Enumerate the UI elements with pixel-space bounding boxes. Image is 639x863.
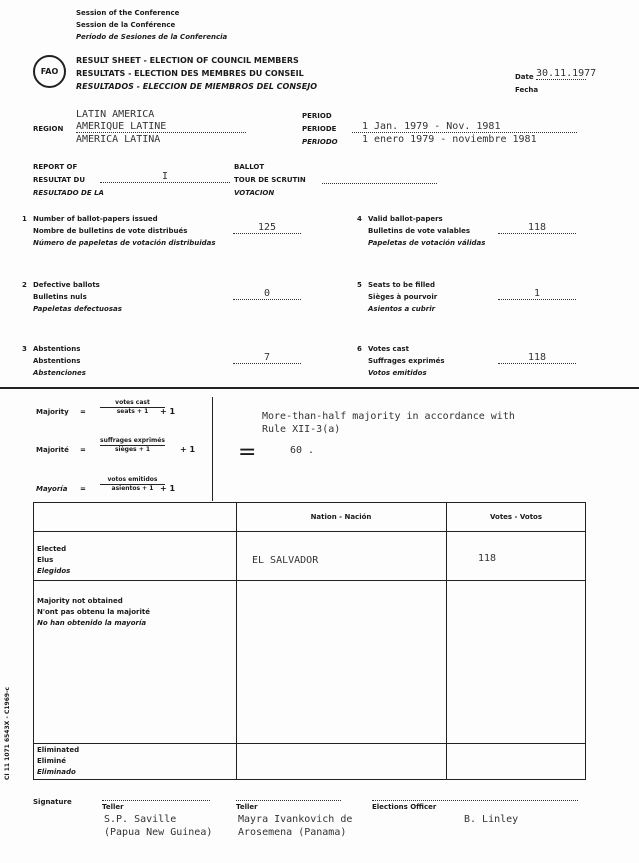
report-label-en: REPORT OF [33,163,78,171]
item-label: Valid ballot-papers [368,215,443,223]
plus-one: + 1 [160,407,176,416]
row-label: Elus [37,556,54,564]
period-value: 1 Jan. 1979 - Nov. 1981 [352,121,577,133]
session-es: Período de Sesiones de la Conferencia [76,33,228,41]
row-nation: EL SALVADOR [252,555,319,566]
row-divider [33,743,586,744]
denominator: asientos + 1 [111,485,154,492]
item-label: Defective ballots [33,281,100,289]
teller2-country: Arosemena (Panama) [238,827,347,838]
row-divider [33,531,586,532]
date-value: 30.11.1977 [536,68,597,79]
teller1-line [102,800,210,801]
majority-label: Mayoría [36,485,68,493]
ballot-label-en: BALLOT [234,163,265,171]
teller2-name: Mayra Ivankovich de [238,814,353,825]
item-label: Seats to be filled [368,281,435,289]
item-label: Abstenciones [33,369,86,377]
ballot-value [322,171,437,184]
results-table [33,502,586,780]
report-label-es: RESULTADO DE LA [33,189,104,197]
ballot-label-es: VOTACION [234,189,275,197]
item-value: 118 [498,352,576,364]
item-number: 1 [22,215,27,223]
date-label: Date [515,73,534,81]
session-en: Session of the Conference [76,9,180,17]
majority-value: 60 . [290,445,315,456]
numerator: votes cast [100,399,165,408]
item-label: Número de papeletas de votación distribuidas [33,239,216,247]
fao-logo-icon: FAO [33,55,66,88]
row-label: Elected [37,545,67,553]
item-value: 1 [498,288,576,300]
denominator: seats + 1 [116,408,149,415]
item-label: Suffrages exprimés [368,357,445,365]
equals-sign: = [238,440,257,465]
officer-line [372,800,578,801]
date-label-es: Fecha [515,86,539,94]
item-label: Bulletins de vote valables [368,227,471,235]
row-label: Eliminado [37,768,76,776]
teller2-role: Teller [236,803,258,811]
plus-one: + 1 [160,484,176,493]
majority-label: Majority [36,408,69,416]
item-number: 6 [357,345,362,353]
item-label: Abstentions [33,345,81,353]
item-number: 2 [22,281,27,289]
item-value: 125 [233,222,301,234]
item-label: Papeletas defectuosas [33,305,122,313]
teller1-country: (Papua New Guinea) [104,827,213,838]
title-fr: RESULTATS - ELECTION DES MEMBRES DU CONSEIL [76,69,304,78]
officer-role: Elections Officer [372,803,437,811]
item-label: Number of ballot-papers issued [33,215,158,223]
teller2-line [236,800,341,801]
teller1-name: S.P. Saville [104,814,177,825]
denominator: sièges + 1 [114,446,150,453]
ballot-label-fr: TOUR DE SCRUTIN [234,176,306,184]
item-value: 7 [233,352,301,364]
officer-name: B. Linley [464,814,519,825]
divider [0,387,639,389]
col-divider [446,502,447,780]
period-label-en: PERIOD [302,112,332,120]
item-label: Abstentions [33,357,81,365]
teller1-role: Teller [102,803,124,811]
title-en: RESULT SHEET - ELECTION OF COUNCIL MEMBERS [76,56,299,65]
region-label: REGION [33,125,64,133]
item-label: Bulletins nuls [33,293,87,301]
report-value: I [100,171,230,183]
item-number: 4 [357,215,362,223]
header-votes: Votes - Votos [489,513,543,521]
equals: = [80,446,86,454]
row-votes: 118 [478,553,497,564]
item-number: 3 [22,345,27,353]
majority-label: Majorité [36,446,69,454]
row-label: No han obtenido la mayoría [37,619,147,627]
row-label: Elegidos [37,567,71,575]
region-fr: AMERIQUE LATINE [76,121,246,133]
numerator: votos emitidos [100,476,165,485]
item-label: Nombre de bulletins de vote distribués [33,227,188,235]
session-fr: Session de la Conférence [76,21,176,29]
item-label: Votes cast [368,345,409,353]
row-label: N'ont pas obtenu la majorité [37,608,150,616]
row-label: Eliminé [37,757,67,765]
period-label-es: PERIODO [302,138,338,146]
item-value: 0 [233,288,301,300]
item-label: Sièges à pourvoir [368,293,438,301]
region-en: LATIN AMERICA [76,109,155,120]
period-value-es: 1 enero 1979 - noviembre 1981 [362,134,537,145]
header-nation: Nation - Nación [310,513,372,521]
item-label: Votos emitidos [368,369,427,377]
equals: = [80,408,86,416]
report-label-fr: RESULTAT DU [33,176,86,184]
row-divider [33,580,586,581]
plus-one: + 1 [180,445,196,454]
majority-note-1: More-than-half majority in accordance with [262,411,515,422]
item-label: Asientos a cubrir [368,305,436,313]
title-es: RESULTADOS - ELECCION DE MIEMBROS DEL CONSEJO [76,82,318,91]
row-label: Eliminated [37,746,80,754]
col-divider [236,502,237,780]
equals: = [80,485,86,493]
item-label: Papeletas de votación válidas [368,239,486,247]
region-es: AMERICA LATINA [76,134,161,145]
item-number: 5 [357,281,362,289]
numerator: suffrages exprimés [100,437,165,444]
form-code: CI 11 1071 6543X - C1969-c [4,686,11,780]
row-label: Majority not obtained [37,597,123,605]
majority-note-2: Rule XII-3(a) [262,424,341,435]
item-value: 118 [498,222,576,234]
brace [212,397,217,501]
signature-label: Signature [33,798,72,806]
period-label-fr: PERIODE [302,125,337,133]
